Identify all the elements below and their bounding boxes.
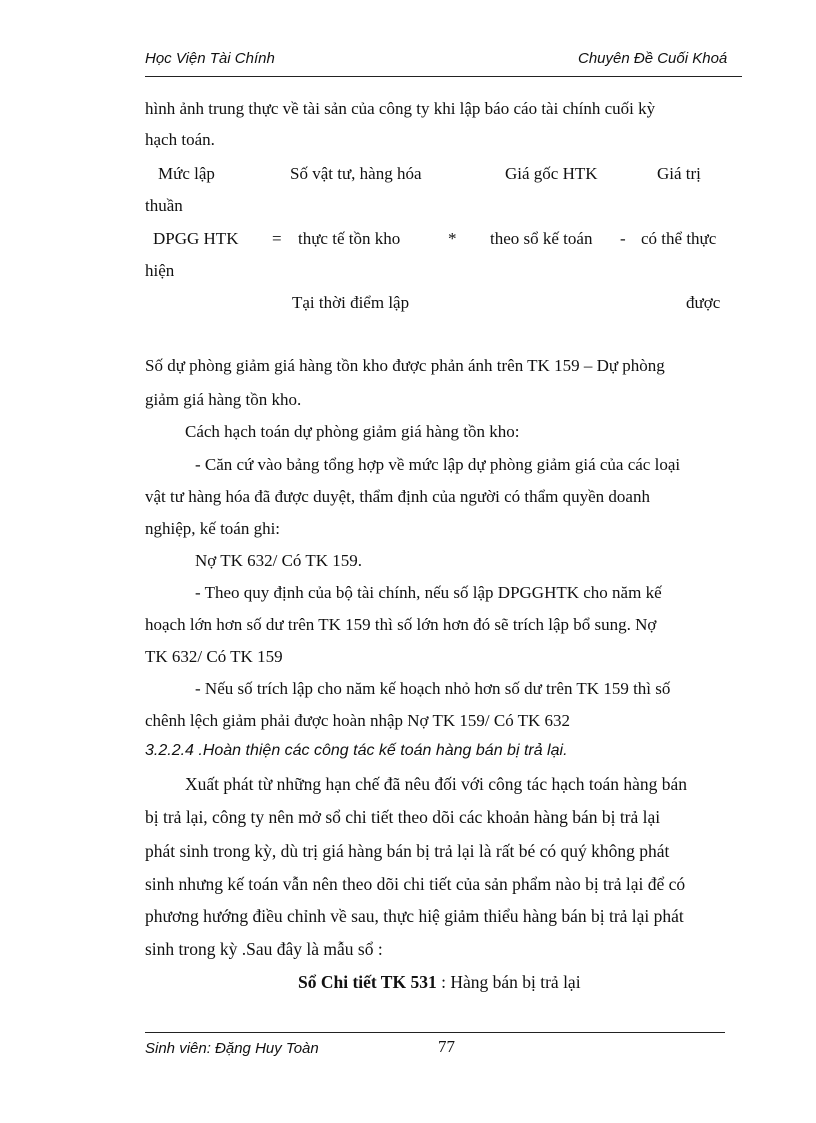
formula-minus: - bbox=[620, 229, 626, 248]
paragraph-line-2: bị trả lại, công ty nên mở sổ chi tiết theo dõi các khoản hàng bán bị trả lại bbox=[145, 807, 661, 827]
footer-student-name: Sinh viên: Đặng Huy Toàn bbox=[145, 1040, 319, 1057]
formula-so-vat-tu: Số vật tư, hàng hóa bbox=[290, 164, 422, 183]
body-line-3: Cách hạch toán dự phòng giảm giá hàng tồn kho: bbox=[185, 422, 520, 441]
formula-co-the: có thể thực bbox=[641, 229, 717, 248]
formula-tai-thoi-diem: Tại thời điểm lập bbox=[292, 293, 410, 312]
paragraph-line-6: sinh trong kỳ .Sau đây là mẫu sổ : bbox=[145, 939, 383, 959]
body-line-6: nghiệp, kế toán ghi: bbox=[145, 519, 281, 538]
formula-gia-tri: Giá trị bbox=[657, 164, 701, 183]
body-line-5: vật tư hàng hóa đã được duyệt, thẩm định của người có thẩm quyền doanh bbox=[145, 487, 650, 506]
paragraph-line-1: Xuất phát từ những hạn chế đã nêu đối với công tác hạch toán hàng bán bbox=[185, 774, 688, 794]
body-line-4: - Căn cứ vào bảng tổng hợp về mức lập dự phòng giảm giá của các loại bbox=[195, 455, 681, 474]
formula-duoc: được bbox=[686, 293, 721, 312]
paragraph-line-4: sinh nhưng kế toán vẫn nên theo dõi chi tiết của sản phẩm nào bị trả lại để có bbox=[145, 874, 686, 894]
formula-thuc-te: thực tế tồn kho bbox=[298, 229, 401, 248]
body-line-9: hoạch lớn hơn số dư trên TK 159 thì số lớn hơn đó sẽ trích lập bổ sung. Nợ bbox=[145, 615, 657, 634]
body-line-10: TK 632/ Có TK 159 bbox=[145, 647, 283, 666]
intro-line-2: hạch toán. bbox=[145, 130, 215, 149]
formula-hien: hiện bbox=[145, 261, 175, 280]
section-heading: 3.2.2.4 .Hoàn thiện các công tác kế toán hàng bán bị trả lại. bbox=[145, 742, 568, 759]
formula-theo-so: theo sổ kế toán bbox=[490, 229, 593, 248]
page-number: 77 bbox=[438, 1037, 455, 1056]
formula-dpgg-htk: DPGG HTK bbox=[153, 229, 239, 248]
formula-gia-goc: Giá gốc HTK bbox=[505, 164, 598, 183]
intro-line-1: hình ảnh trung thực về tài sản của công ty khi lập báo cáo tài chính cuối kỳ bbox=[145, 99, 656, 118]
header-school-name: Học Viện Tài Chính bbox=[145, 50, 275, 67]
body-line-7: Nợ TK 632/ Có TK 159. bbox=[195, 551, 363, 570]
formula-muc-lap: Mức lập bbox=[158, 164, 215, 183]
header-divider bbox=[145, 76, 742, 77]
formula-thuan: thuần bbox=[145, 196, 183, 215]
ledger-title bbox=[298, 972, 581, 993]
ledger-title-rest: : Hàng bán bị trả lại bbox=[436, 972, 581, 992]
formula-multiply: * bbox=[448, 229, 457, 248]
body-line-11: - Nếu số trích lập cho năm kế hoạch nhỏ hơn số dư trên TK 159 thì số bbox=[195, 679, 671, 698]
formula-equals: = bbox=[272, 229, 282, 248]
body-line-12: chênh lệch giảm phải được hoàn nhập Nợ TK 159/ Có TK 632 bbox=[145, 711, 571, 730]
body-line-1: Số dự phòng giảm giá hàng tồn kho được phản ánh trên TK 159 – Dự phòng bbox=[145, 356, 665, 375]
body-line-8: - Theo quy định của bộ tài chính, nếu số lập DPGGHTK cho năm kế bbox=[195, 583, 662, 602]
paragraph-line-3: phát sinh trong kỳ, dù trị giá hàng bán bị trả lại là rất bé có quý không phát bbox=[145, 841, 670, 861]
paragraph-line-5: phương hướng điều chỉnh về sau, thực hiệ giảm thiểu hàng bán bị trả lại phát bbox=[145, 906, 684, 926]
footer-divider bbox=[145, 1032, 725, 1033]
body-line-2: giảm giá hàng tồn kho. bbox=[145, 390, 302, 409]
ledger-title-bold: Sổ Chi tiết TK 531 bbox=[298, 972, 437, 992]
header-document-title: Chuyên Đề Cuối Khoá bbox=[578, 50, 728, 67]
